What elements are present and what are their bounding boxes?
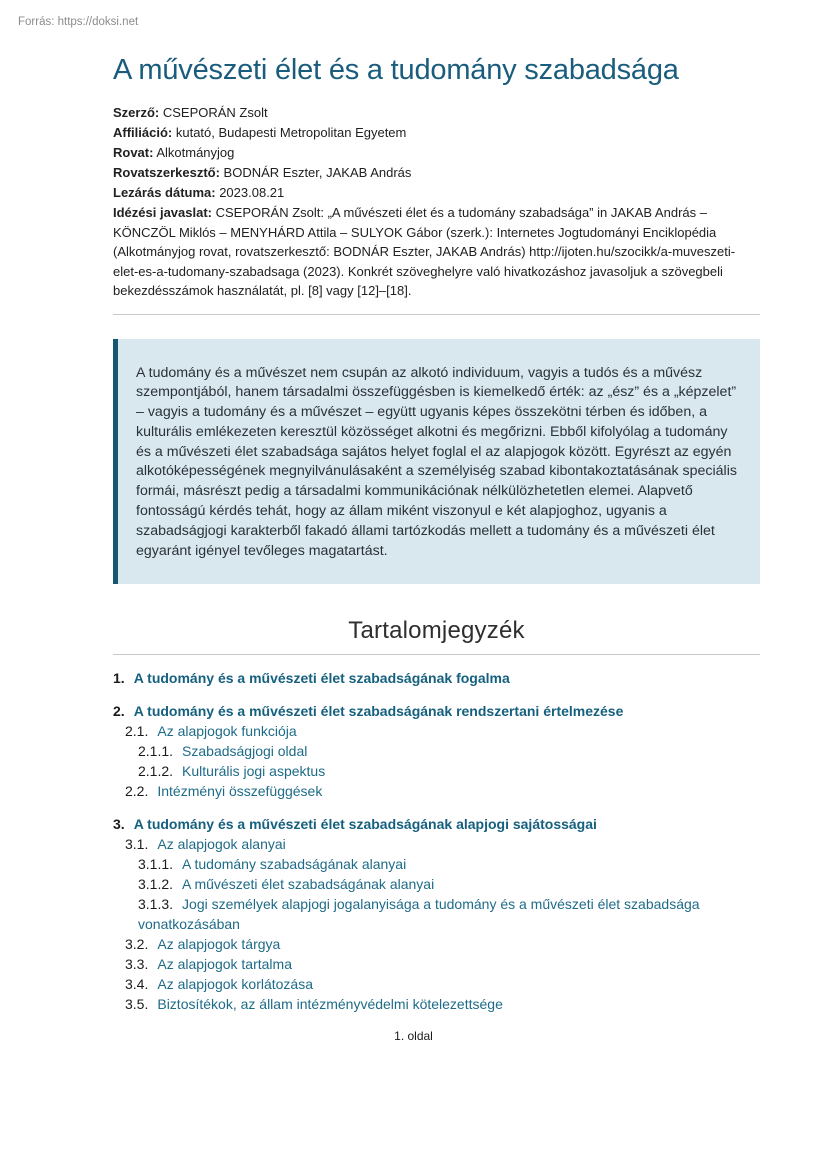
toc-item [113,954,760,974]
toc-item-link[interactable]: Szabadságjogi oldal [182,743,308,760]
toc-item-link[interactable]: A tudomány és a művészeti élet szabadságának fogalma [133,670,510,687]
toc-item-link[interactable]: Biztosítékok, az állam intézményvédelmi kötelezettsége [157,996,503,1013]
toc-item [113,874,760,894]
toc-item-link[interactable]: Intézményi összefüggések [157,783,323,800]
page-number-footer: 1. oldal [394,1029,433,1043]
toc-item [113,854,760,874]
toc-item-link[interactable]: Kulturális jogi aspektus [182,763,326,780]
metadata-value: kutató, Budapesti Metropolitan Egyetem [172,125,407,140]
toc-item-number: 3. [113,816,125,833]
toc-item [113,934,760,954]
metadata-value: 2023.08.21 [215,185,285,200]
abstract-text: A tudomány és a művészet nem csupán az alkotó individuum, vagyis a tudós és a művész szempontjából, hanem társadalmi összefüggésben is kiemelkedő érték: az „ész” és a „képzelet” – vagyis a tudomány és a művészet – együtt ugyanis képes összekötni térben és időben, a kulturális emlékezeten keresztül közösséget alkotni és megőrizni. Ebből kifolyólag a tudomány és a művészeti élet szabadsága sajátos helyet foglal el az alapjogok között. Egyrészt az egyén alkotóképességének megnyilvánulásaként a személyiség szabad kibontakoztatásának speciális formái, másrészt pedig a társadalmi kommunikációnak nélkülözhetetlen elemei. Alapvető fontosságú kérdés tehát, hogy az állam miként viszonyul e két alapjoghoz, ugyanis a szabadságjogi karakterből fakadó állami tartózkodás mellett a tudomány és a művészeti élet egyaránt igényel tevőleges magatartást. [136,364,737,559]
toc-item-number: 2. [113,703,125,720]
toc-item-number: 2.1. [125,723,149,740]
metadata-block [113,103,760,203]
divider [113,314,760,315]
metadata-row [113,103,760,123]
toc-item-number: 3.3. [125,956,149,973]
toc-item [113,761,760,781]
toc-item-link[interactable]: Az alapjogok korlátozása [157,976,314,993]
metadata-value: BODNÁR Eszter, JAKAB András [219,165,412,180]
toc-item-number: 2.2. [125,783,149,800]
toc-item-number: 3.1. [125,836,149,853]
toc-item-number: 3.2. [125,936,149,953]
metadata-label: Szerző: [113,105,160,120]
toc-item-link[interactable]: A művészeti élet szabadságának alanyai [182,876,435,893]
toc-item [113,701,760,721]
metadata-label: Affiliáció: [113,125,173,140]
toc-item-number: 2.1.1. [138,743,174,760]
abstract-box [113,339,760,585]
source-url-label: Forrás: https://doksi.net [18,16,139,28]
toc-item-link[interactable]: A tudomány és a művészeti élet szabadságának rendszertani értelmezése [133,703,624,720]
toc-item-link[interactable]: Az alapjogok tartalma [157,956,292,973]
metadata-row [113,123,760,143]
metadata-value: CSEPORÁN Zsolt [159,105,268,120]
metadata-row [113,183,760,203]
toc-item-link[interactable]: A tudomány szabadságának alanyai [182,856,407,873]
toc-item-number: 2.1.2. [138,763,174,780]
toc-item-link[interactable]: Az alapjogok funkciója [157,723,297,740]
toc-item-number: 3.1.1. [138,856,174,873]
toc-item-number: 3.1.2. [138,876,174,893]
toc-item-number: 3.4. [125,976,149,993]
toc-item-number: 1. [113,670,125,687]
toc-item-number: 3.1.3. [138,896,174,913]
page-title: A művészeti élet és a tudomány szabadsága [113,54,679,86]
citation-label: Idézési javaslat: [113,205,212,220]
metadata-label: Lezárás dátuma: [113,185,216,200]
metadata-value: Alkotmányjog [153,145,235,160]
toc-item [113,668,760,688]
toc-divider [113,654,760,655]
citation-paragraph [113,203,760,301]
table-of-contents [113,668,760,1014]
toc-item-number: 3.5. [125,996,149,1013]
toc-item [113,741,760,761]
toc-item-link[interactable]: Jogi személyek alapjogi jogalanyisága a tudomány és a művészeti élet szabadsága vonatkozásában [138,896,700,933]
toc-item [113,974,760,994]
toc-item [113,781,760,801]
metadata-label: Rovat: [113,145,154,160]
toc-item-link[interactable]: Az alapjogok alanyai [157,836,286,853]
toc-item [113,721,760,741]
metadata-label: Rovatszerkesztő: [113,165,220,180]
metadata-row [113,143,760,163]
toc-item-link[interactable]: Az alapjogok tárgya [157,936,281,953]
toc-item-link[interactable]: A tudomány és a művészeti élet szabadságának alapjogi sajátosságai [133,816,597,833]
toc-item [113,994,760,1014]
metadata-row [113,163,760,183]
toc-heading: Tartalomjegyzék [348,617,525,645]
citation-text: CSEPORÁN Zsolt: „A művészeti élet és a tudomány szabadsága” in JAKAB András – KÖNCZÖL Miklós – MENYHÁRD Attila – SULYOK Gábor (szerk.): Internetes Jogtudományi Enciklopédia (Alkotmányjog rovat, rovatszerkesztő: BODNÁR Eszter, JAKAB András) http://ijoten.hu/szocikk/a-muveszeti-elet-es-a-tudomany-szabadsaga (2023). Konkrét szöveghelyre való hivatkozáshoz javasoljuk a szövegbeli bekezdésszámok használatát, pl. [8] vagy [12]–[18]. [113,205,736,298]
toc-item [113,834,760,854]
toc-item [113,894,760,934]
toc-item [113,814,760,834]
